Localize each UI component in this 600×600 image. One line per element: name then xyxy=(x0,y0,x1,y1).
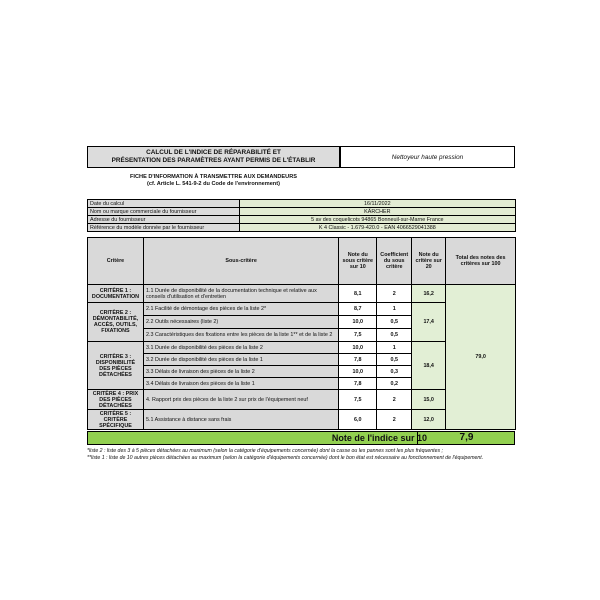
criterion-name: CRITÈRE 3 : DISPONIBILITÉ DES PIÈCES DÉTACHÉES xyxy=(88,342,144,390)
criterion-score: 17,4 xyxy=(412,303,446,342)
sub-criterion-note: 7,5 xyxy=(339,390,377,410)
sub-criterion-label: 5.1 Assistance à distance sans frais xyxy=(143,410,338,430)
criterion-score: 15,0 xyxy=(412,390,446,410)
final-score-value: 7,9 xyxy=(417,431,515,445)
sub-criterion-note: 7,5 xyxy=(339,329,377,342)
col-coef: Coefficient du sous critère xyxy=(377,238,412,285)
footnotes xyxy=(87,448,517,462)
sub-criterion-note: 7,8 xyxy=(339,354,377,366)
criterion-score: 18,4 xyxy=(412,342,446,390)
col-note-sous: Note du sous critère sur 10 xyxy=(339,238,377,285)
sub-criterion-coef: 2 xyxy=(377,390,412,410)
sub-criterion-label: 2.3 Caractéristiques des fixations entre les pièces de la liste 1** et de la liste 2 xyxy=(143,329,338,342)
col-critere: Critère xyxy=(88,238,144,285)
info-row xyxy=(88,208,516,216)
total-score: 79,0 xyxy=(446,285,516,430)
info-row xyxy=(88,200,516,208)
sub-criterion-coef: 1 xyxy=(377,342,412,354)
footnote-1: *liste 2 : liste des 3 à 5 pièces détachées au maximum (selon la catégorie d'équipements concernée) dont la casse ou les pannes sont les plus fréquentes ; xyxy=(87,448,443,454)
sub-criterion-label: 3.1 Durée de disponibilité des pièces de la liste 2 xyxy=(143,342,338,354)
info-label: Nom ou marque commerciale du fournisseur xyxy=(88,208,240,216)
subtitle-line2: (cf. Article L. 541-9-2 du Code de l'environnement) xyxy=(147,181,280,187)
report-title xyxy=(87,146,340,168)
info-label: Adresse du fournisseur xyxy=(88,216,240,224)
sub-criterion-note: 8,7 xyxy=(339,303,377,316)
report-title-line1: CALCUL DE L'INDICE DE RÉPARABILITÉ ET xyxy=(146,149,281,156)
info-value: KÄRCHER xyxy=(239,208,515,216)
col-sous-critere: Sous-critère xyxy=(143,238,338,285)
info-row xyxy=(88,224,516,232)
criterion-name: CRITÈRE 1 : DOCUMENTATION xyxy=(88,285,144,303)
sub-criterion-coef: 0,5 xyxy=(377,329,412,342)
table-header-row xyxy=(88,238,516,285)
sub-criterion-label: 4. Rapport prix des pièces de la liste 2 sur prix de l'équipement neuf xyxy=(143,390,338,410)
criteria-table xyxy=(87,237,516,430)
subtitle xyxy=(87,174,340,188)
sub-criterion-note: 6,0 xyxy=(339,410,377,430)
sub-criterion-coef: 0,5 xyxy=(377,354,412,366)
col-note-critere: Note du critère sur 20 xyxy=(412,238,446,285)
table-row xyxy=(88,285,516,303)
info-value: 16/11/2022 xyxy=(239,200,515,208)
info-label: Référence du modèle donnée par le fournisseur xyxy=(88,224,240,232)
product-type: Nettoyeur haute pression xyxy=(340,146,515,168)
criterion-name: CRITÈRE 4 : PRIX DES PIÈCES DÉTACHÉES xyxy=(88,390,144,410)
col-total: Total des notes des critères sur 100 xyxy=(446,238,516,285)
sub-criterion-coef: 0,2 xyxy=(377,378,412,390)
criterion-name: CRITÈRE 2 : DÉMONTABILITÉ, ACCÈS, OUTILS, FIXATIONS xyxy=(88,303,144,342)
info-row xyxy=(88,216,516,224)
criterion-score: 12,0 xyxy=(412,410,446,430)
info-label: Date du calcul xyxy=(88,200,240,208)
info-value: 5 av des coquelicots 94865 Bonneuil-sur-Marne France xyxy=(239,216,515,224)
sub-criterion-label: 2.1 Facilité de démontage des pièces de la liste 2* xyxy=(143,303,338,316)
info-value: K 4 Classic - 1.679-420.0 - EAN 4066529041388 xyxy=(239,224,515,232)
sub-criterion-note: 7,8 xyxy=(339,378,377,390)
sub-criterion-coef: 2 xyxy=(377,285,412,303)
sub-criterion-label: 3.3 Délais de livraison des pièces de la liste 2 xyxy=(143,366,338,378)
sub-criterion-note: 8,1 xyxy=(339,285,377,303)
sub-criterion-label: 3.4 Délais de livraison des pièces de la liste 1 xyxy=(143,378,338,390)
sub-criterion-note: 10,0 xyxy=(339,342,377,354)
sub-criterion-label: 3.2 Durée de disponibilité des pièces de la liste 1 xyxy=(143,354,338,366)
sub-criterion-coef: 0,3 xyxy=(377,366,412,378)
sub-criterion-coef: 0,5 xyxy=(377,316,412,329)
final-score-label: Note de l'indice sur 10 xyxy=(331,433,427,443)
criterion-score: 16,2 xyxy=(412,285,446,303)
sub-criterion-coef: 2 xyxy=(377,410,412,430)
criterion-name: CRITÈRE 5 : CRITÈRE SPÉCIFIQUE xyxy=(88,410,144,430)
sub-criterion-label: 2.2 Outils nécessaires (liste 2) xyxy=(143,316,338,329)
footnote-2: **liste 1 : liste de 10 autres pièces détachées au maximum (selon la catégorie d'équipements concernée) dont le bon état est nécessaire au fonctionnement de l'équipement. xyxy=(87,455,484,461)
subtitle-line1: FICHE D'INFORMATION À TRANSMETTRE AUX DEMANDEURS xyxy=(130,174,297,180)
report-title-line2: PRÉSENTATION DES PARAMÈTRES AYANT PERMIS DE L'ÉTABLIR xyxy=(111,157,316,164)
sub-criterion-coef: 1 xyxy=(377,303,412,316)
sub-criterion-note: 10,0 xyxy=(339,366,377,378)
sub-criterion-note: 10,0 xyxy=(339,316,377,329)
sub-criterion-label: 1.1 Durée de disponibilité de la documentation technique et relative aux conseils d'utilisation et d'entretien xyxy=(143,285,338,303)
info-table xyxy=(87,199,516,232)
